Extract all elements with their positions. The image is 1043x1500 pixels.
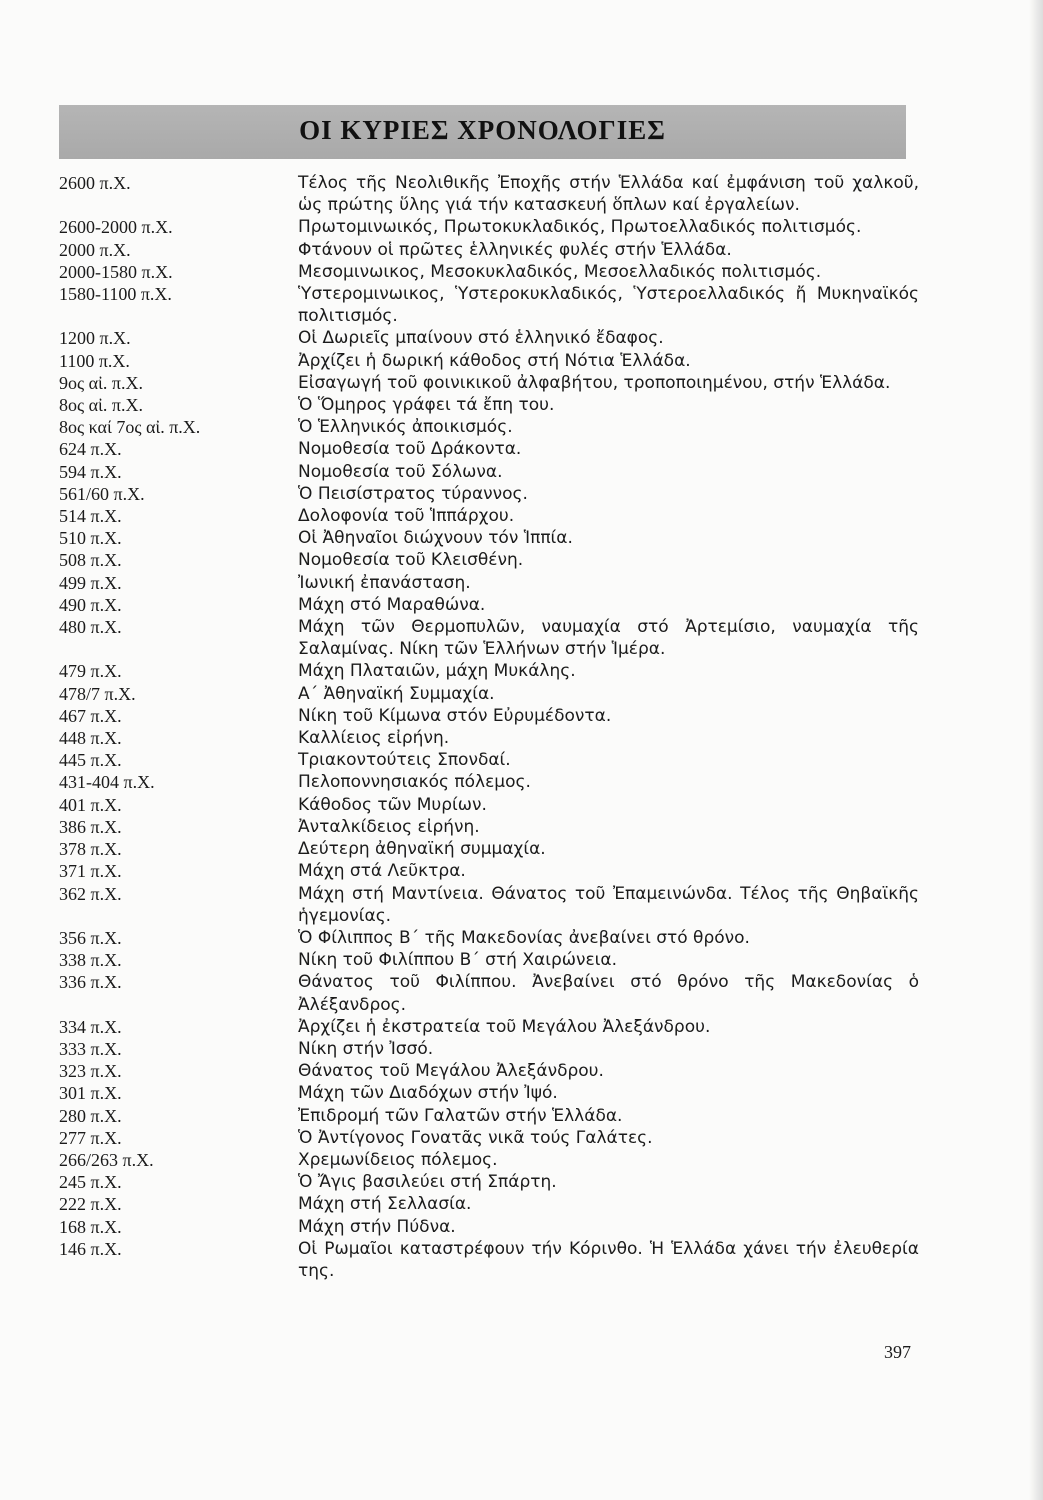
chronology-entry: [59, 350, 919, 372]
page-title: ΟΙ ΚΥΡΙΕΣ ΧΡΟΝΟΛΟΓΙΕΣ: [299, 115, 666, 145]
entry-date: 9ος αἰ. π.Χ.: [59, 372, 143, 393]
entry-event: Ἀρχίζει ἡ δωρική κάθοδος στή Νότια Ἑλλάδα.: [298, 350, 691, 371]
entry-event: Φτάνουν οἱ πρῶτες ἑλληνικές φυλές στήν Ἑλλάδα.: [298, 239, 732, 260]
chronology-entry: [59, 1060, 919, 1082]
entry-date: 356 π.Χ.: [59, 927, 122, 948]
entry-date: 480 π.Χ.: [59, 617, 122, 638]
entry-event: Μάχη στήν Πύδνα.: [298, 1216, 456, 1237]
entry-date: 448 π.Χ.: [59, 728, 122, 749]
chronology-entry: [59, 771, 919, 793]
chronology-entry: [59, 1105, 919, 1127]
entry-date: 499 π.Χ.: [59, 572, 122, 593]
chronology-entry: [59, 727, 919, 749]
entry-date: 280 π.Χ.: [59, 1105, 122, 1126]
entry-event: Δολοφονία τοῦ Ἱππάρχου.: [298, 506, 515, 527]
entry-date: 2600 π.Χ.: [59, 173, 131, 193]
entry-event: Θάνατος τοῦ Φιλίππου. Ἀνεβαίνει στό θρόνο τῆς Μακεδονίας ὁ Ἀλέξανδρος.: [298, 972, 919, 1015]
entry-date: 490 π.Χ.: [59, 594, 122, 615]
entry-event: Εἰσαγωγή τοῦ φοινικικοῦ ἀλφαβήτου, τροποποιημένου, στήν Ἑλλάδα.: [298, 372, 891, 393]
entry-date: 624 π.Χ.: [59, 439, 122, 460]
chronology-entry: [59, 1082, 919, 1104]
chronology-entry: [59, 1193, 919, 1215]
entry-event: Νίκη τοῦ Φιλίππου Β΄ στή Χαιρώνεια.: [298, 950, 618, 971]
chronology-entry: [59, 461, 919, 483]
entry-event: Μάχη στό Μαραθώνα.: [298, 594, 486, 615]
chronology-entry: [59, 572, 919, 594]
chronology-header: [59, 105, 906, 159]
entry-event: Μάχη τῶν Διαδόχων στήν Ἰψό.: [298, 1083, 558, 1104]
entry-date: 301 π.Χ.: [59, 1083, 122, 1104]
entry-date: 401 π.Χ.: [59, 794, 122, 815]
chronology-entry: [59, 327, 919, 349]
entry-date: 371 π.Χ.: [59, 861, 122, 882]
entry-event: Οἱ Ἀθηναῖοι διώχνουν τόν Ἱππία.: [298, 528, 573, 549]
chronology-entry: [59, 883, 919, 927]
entry-event: Νομοθεσία τοῦ Σόλωνα.: [298, 461, 503, 482]
entry-event: Μάχη στή Σελλασία.: [298, 1194, 472, 1215]
chronology-entry: [59, 616, 919, 660]
chronology-entry: [59, 949, 919, 971]
chronology-entry: [59, 816, 919, 838]
chronology-entry: [59, 216, 919, 238]
chronology-entry: [59, 483, 919, 505]
chronology-entry: [59, 705, 919, 727]
chronology-entry: [59, 1171, 919, 1193]
chronology-list: [59, 172, 919, 1282]
entry-event: Μάχη στά Λεῦκτρα.: [298, 861, 466, 882]
entry-event: Νομοθεσία τοῦ Κλεισθένη.: [298, 550, 524, 571]
chronology-entry: [59, 1038, 919, 1060]
chronology-entry: [59, 372, 919, 394]
chronology-entry: [59, 1127, 919, 1149]
entry-event: Ὁ Φίλιππος Β΄ τῆς Μακεδονίας ἀνεβαίνει στό θρόνο.: [298, 927, 750, 948]
entry-date: 1580-1100 π.Χ.: [59, 284, 172, 305]
entry-event: Πελοποννησιακός πόλεμος.: [298, 772, 531, 793]
chronology-entry: [59, 261, 919, 283]
entry-date: 431-404 π.Χ.: [59, 772, 155, 793]
entry-date: 510 π.Χ.: [59, 528, 122, 549]
entry-event: Οἱ Δωριεῖς μπαίνουν στό ἑλληνικό ἔδαφος.: [298, 328, 664, 349]
entry-event: Μάχη Πλαταιῶν, μάχη Μυκάλης.: [298, 661, 576, 682]
entry-date: 266/263 π.Χ.: [59, 1149, 154, 1170]
page-number: 397: [884, 1342, 911, 1362]
entry-event: Α΄ Ἀθηναϊκή Συμμαχία.: [298, 683, 495, 704]
entry-event: Θάνατος τοῦ Μεγάλου Ἀλεξάνδρου.: [298, 1061, 604, 1082]
entry-date: 277 π.Χ.: [59, 1127, 122, 1148]
entry-date: 323 π.Χ.: [59, 1061, 122, 1082]
entry-date: 561/60 π.Χ.: [59, 483, 145, 504]
entry-date: 168 π.Χ.: [59, 1216, 122, 1237]
entry-event: Νομοθεσία τοῦ Δράκοντα.: [298, 439, 522, 460]
entry-date: 146 π.Χ.: [59, 1238, 122, 1259]
entry-event: Χρεμωνίδειος πόλεμος.: [298, 1149, 498, 1170]
entry-event: Δεύτερη ἀθηναϊκή συμμαχία.: [298, 839, 546, 860]
chronology-entry: [59, 971, 919, 1015]
chronology-entry: [59, 416, 919, 438]
entry-date: 8ος καί 7ος αἰ. π.Χ.: [59, 417, 201, 438]
chronology-entry: [59, 1016, 919, 1038]
entry-date: 514 π.Χ.: [59, 506, 122, 527]
chronology-entry: [59, 794, 919, 816]
entry-date: 338 π.Χ.: [59, 950, 122, 971]
entry-event: Ὑστερομινωικος, Ὑστεροκυκλαδικός, Ὑστεροελλαδικός ἤ Μυκηναϊκός πολιτισμός.: [298, 284, 919, 327]
entry-date: 222 π.Χ.: [59, 1194, 122, 1215]
chronology-entry: [59, 749, 919, 771]
entry-date: 362 π.Χ.: [59, 883, 122, 904]
chronology-entry: [59, 660, 919, 682]
entry-event: Ἀνταλκίδειος εἰρήνη.: [298, 816, 480, 837]
chronology-entry: [59, 860, 919, 882]
entry-date: 245 π.Χ.: [59, 1172, 122, 1193]
chronology-entry: [59, 594, 919, 616]
entry-event: Οἱ Ρωμαῖοι καταστρέφουν τήν Κόρινθο. Ἡ Ἑλλάδα χάνει τήν ἐλευθερία της.: [298, 1238, 919, 1281]
chronology-entry: [59, 239, 919, 261]
entry-date: 334 π.Χ.: [59, 1016, 122, 1037]
entry-event: Κάθοδος τῶν Μυρίων.: [298, 794, 487, 815]
entry-event: Τριακοντούτεις Σπονδαί.: [298, 750, 511, 771]
entry-event: Πρωτομινωικός, Πρωτοκυκλαδικός, Πρωτοελλαδικός πολιτισμός.: [298, 217, 862, 238]
chronology-entry: [59, 394, 919, 416]
chronology-entry: [59, 1149, 919, 1171]
chronology-entry: [59, 172, 919, 216]
entry-event: Ὁ Ὅμηρος γράφει τά ἔπη του.: [298, 395, 555, 416]
entry-event: Ἐπιδρομή τῶν Γαλατῶν στήν Ἑλλάδα.: [298, 1105, 623, 1126]
entry-date: 2000-1580 π.Χ.: [59, 261, 173, 282]
entry-event: Ὁ Ἄγις βασιλεύει στή Σπάρτη.: [298, 1172, 557, 1193]
chronology-entry: [59, 838, 919, 860]
entry-date: 2000 π.Χ.: [59, 239, 131, 260]
entry-date: 479 π.Χ.: [59, 661, 122, 682]
entry-event: Μεσομινωικος, Μεσοκυκλαδικός, Μεσοελλαδικός πολιτισμός.: [298, 261, 822, 282]
entry-event: Ἀρχίζει ἡ ἐκστρατεία τοῦ Μεγάλου Ἀλεξάνδρου.: [298, 1016, 711, 1037]
entry-event: Νίκη στήν Ἰσσό.: [298, 1038, 434, 1059]
chronology-entry: [59, 927, 919, 949]
entry-event: Μάχη στή Μαντίνεια. Θάνατος τοῦ Ἐπαμεινώνδα. Τέλος τῆς Θηβαϊκῆς ἡγεμονίας.: [298, 883, 919, 926]
entry-date: 378 π.Χ.: [59, 839, 122, 860]
entry-event: Ἰωνική ἐπανάσταση.: [298, 572, 471, 593]
entry-event: Μάχη τῶν Θερμοπυλῶν, ναυμαχία στό Ἀρτεμίσιο, ναυμαχία τῆς Σαλαμίνας. Νίκη τῶν Ἑλλήνων στήν Ἱμέρα.: [298, 617, 919, 660]
chronology-entry: [59, 683, 919, 705]
entry-date: 333 π.Χ.: [59, 1038, 122, 1059]
entry-event: Καλλίειος εἰρήνη.: [298, 728, 450, 749]
chronology-entry: [59, 549, 919, 571]
entry-date: 1200 π.Χ.: [59, 328, 131, 349]
chronology-entry: [59, 283, 919, 327]
entry-event: Τέλος τῆς Νεολιθικῆς Ἐποχῆς στήν Ἑλλάδα καί ἐμφάνιση τοῦ χαλκοῦ, ὡς πρώτης ὕλης γιά τήν κατασκευή ὅπλων καί ἐργαλείων.: [298, 173, 919, 216]
chronology-entry: [59, 1238, 919, 1282]
chronology-entry: [59, 527, 919, 549]
entry-date: 445 π.Χ.: [59, 750, 122, 771]
entry-date: 594 π.Χ.: [59, 461, 122, 482]
entry-event: Νίκη τοῦ Κίμωνα στόν Εὐρυμέδοντα.: [298, 705, 612, 726]
entry-event: Ὁ Πεισίστρατος τύραννος.: [298, 483, 528, 504]
entry-date: 8ος αἰ. π.Χ.: [59, 395, 143, 416]
entry-date: 508 π.Χ.: [59, 550, 122, 571]
entry-date: 1100 π.Χ.: [59, 350, 130, 371]
entry-date: 336 π.Χ.: [59, 972, 122, 993]
entry-date: 478/7 π.Χ.: [59, 683, 136, 704]
entry-date: 467 π.Χ.: [59, 705, 122, 726]
chronology-entry: [59, 1216, 919, 1238]
entry-event: Ὁ Ἑλληνικός ἀποικισμός.: [298, 417, 513, 438]
entry-date: 386 π.Χ.: [59, 816, 122, 837]
page-edge-shadow: [1029, 0, 1043, 1500]
entry-date: 2600-2000 π.Χ.: [59, 217, 173, 238]
chronology-entry: [59, 438, 919, 460]
entry-event: Ὁ Ἀντίγονος Γονατᾶς νικᾶ τούς Γαλάτες.: [298, 1127, 653, 1148]
chronology-entry: [59, 505, 919, 527]
